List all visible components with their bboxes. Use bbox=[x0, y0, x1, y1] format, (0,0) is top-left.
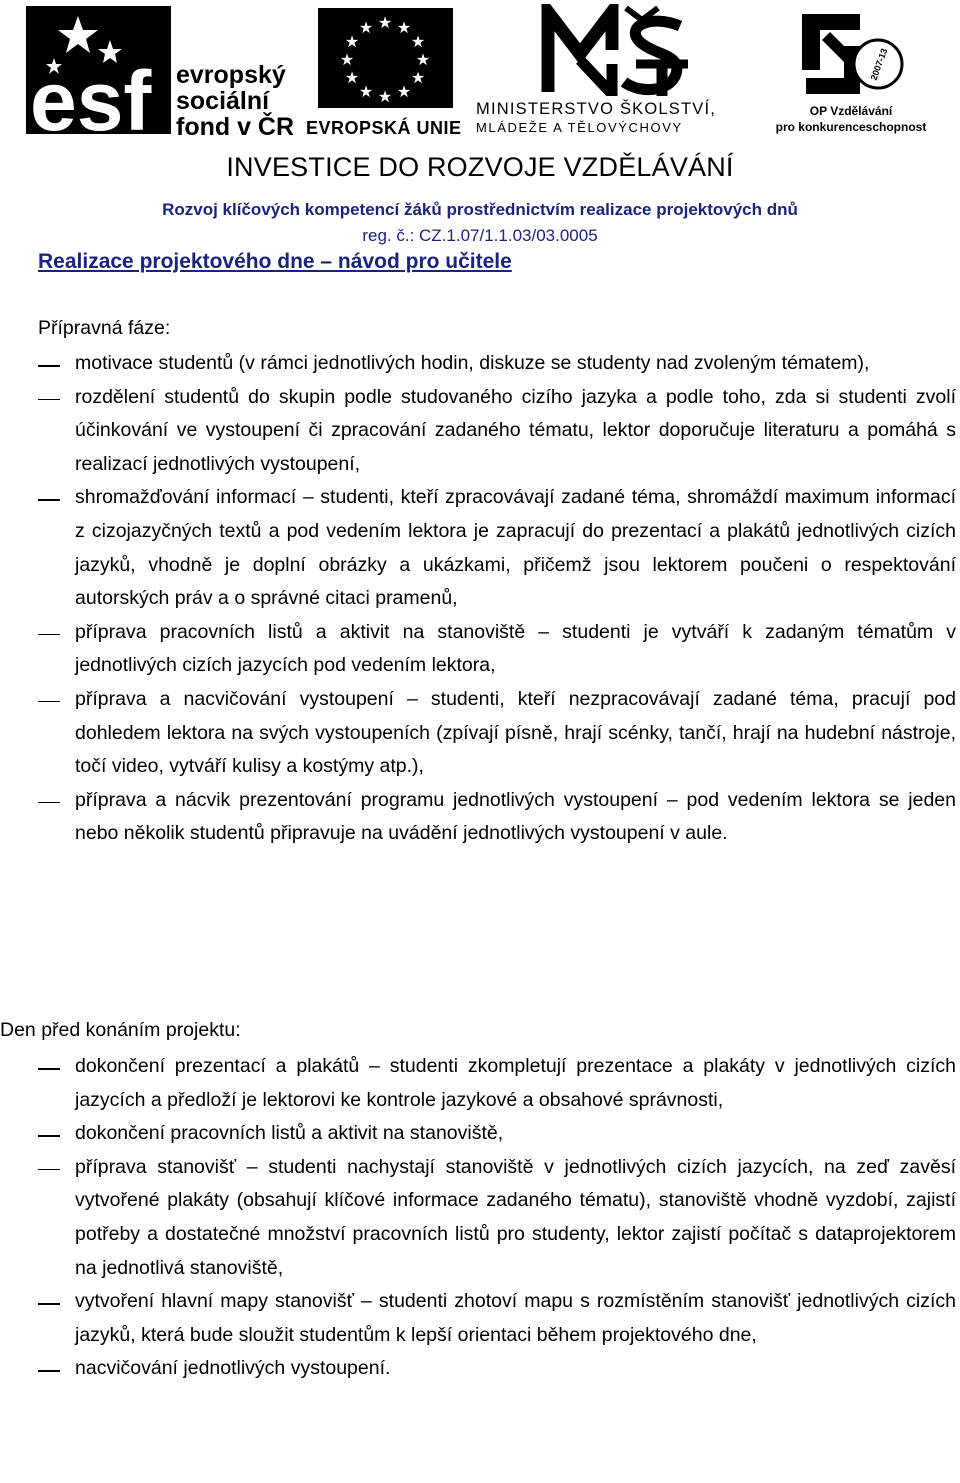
investice-banner: INVESTICE DO ROZVOJE VZDĚLÁVÁNÍ bbox=[226, 152, 734, 182]
list-item bbox=[0, 784, 960, 851]
svg-text:★: ★ bbox=[377, 87, 393, 106]
list-item bbox=[0, 1352, 960, 1386]
svg-text:★: ★ bbox=[377, 13, 393, 32]
list-item-text: příprava stanovišť – studenti nachystají stanoviště v jednotlivých cizích jazycích, na zeď zavěsí vytvořené plakáty (obsahují klíčové informace zadaného tématu), stanoviště vhodně vyzdobí, zajistí potřeby a dostatečné množství pracovních listů pro studenty, lektor zajistí počítač s dataprojektorem na jednotlivá stanoviště, bbox=[75, 1155, 956, 1279]
op-years: 2007-13 bbox=[868, 47, 890, 82]
dash-bullet-icon bbox=[38, 399, 60, 401]
esf-line: sociální bbox=[176, 87, 270, 115]
list-item bbox=[0, 481, 960, 615]
svg-text:★: ★ bbox=[358, 18, 374, 37]
dash-bullet-icon bbox=[38, 701, 60, 703]
list-item-text: motivace studentů (v rámci jednotlivých hodin, diskuze se studenty nad zvoleným tématem), bbox=[75, 352, 870, 374]
list-item-text: shromažďování informací – studenti, kteří zpracovávají zadané téma, shromáždí maximum informací z cizojazyčných textů a pod vedením lektora je zapracují do prezentací a plakátů jednotlivých cizích jazyků, vhodně je doplní obrázky a ukázkami, přičemž jsou lektorem poučeni o respektování autorských práv a o správné citaci pramenů, bbox=[75, 486, 956, 610]
esf-line: evropský bbox=[176, 61, 286, 89]
list-item-text: dokončení prezentací a plakátů – studenti zkompletují prezentace a plakáty v jednotlivých cizích jazycích a předloží je lektorovi ke kontrole jazykové a obsahové správnosti, bbox=[75, 1055, 956, 1111]
list-priprava bbox=[0, 347, 960, 851]
list-item-text: dokončení pracovních listů a aktivit na stanoviště, bbox=[75, 1122, 504, 1145]
esf-logo-mark bbox=[26, 6, 171, 134]
esf-letters: esf bbox=[30, 54, 152, 134]
msmt-mark-icon bbox=[540, 4, 690, 96]
svg-text:★: ★ bbox=[396, 82, 412, 101]
svg-text:★: ★ bbox=[410, 68, 426, 87]
list-item bbox=[0, 347, 960, 381]
list-item-text: příprava pracovních listů a aktivit na stanoviště – studenti je vytváří k zadaným tématům v jednotlivých cizích jazycích pod vedením lektora, bbox=[75, 620, 956, 677]
registration-number: reg. č.: CZ.1.07/1.1.03/03.0005 bbox=[362, 226, 598, 245]
esf-text bbox=[176, 62, 294, 140]
list-item bbox=[0, 616, 960, 683]
list-item bbox=[0, 1117, 960, 1151]
list-item-text: rozdělení studentů do skupin podle studovaného cizího jazyka a podle toho, zda si studenti zvolí účinkování ve vystoupení či zpracování zadaného tématu, lektor doporučuje literaturu a pomáhá s realizací jednotlivých vystoupení, bbox=[75, 385, 956, 475]
logo-bar bbox=[0, 0, 960, 150]
op-logo bbox=[756, 6, 946, 136]
list-item-text: příprava a nácvik prezentování programu jednotlivých vystoupení – pod vedením lektora se jeden nebo několik studentů připravuje na uvádění jednotlivých vystoupení v aule. bbox=[75, 788, 956, 845]
list-item-text: nacvičování jednotlivých vystoupení. bbox=[75, 1357, 391, 1380]
eu-logo bbox=[306, 8, 466, 138]
eu-flag-icon bbox=[318, 8, 453, 108]
dash-bullet-icon bbox=[38, 1370, 60, 1372]
list-item bbox=[0, 1050, 960, 1117]
svg-text:★: ★ bbox=[344, 68, 360, 87]
dash-bullet-icon bbox=[38, 499, 60, 501]
dash-bullet-icon bbox=[38, 1068, 60, 1070]
op-line2: pro konkurenceschopnost bbox=[775, 120, 927, 134]
dash-bullet-icon bbox=[38, 802, 60, 804]
section-label-den-pred: Den před konáním projektu: bbox=[0, 1019, 241, 1041]
section-label-priprava: Přípravná fáze: bbox=[38, 317, 171, 339]
dash-bullet-icon bbox=[38, 634, 60, 636]
dash-bullet-icon bbox=[38, 365, 60, 367]
msmt-line1: MINISTERSTVO ŠKOLSTVÍ, bbox=[476, 100, 717, 118]
list-item bbox=[0, 1151, 960, 1285]
esf-logo bbox=[26, 6, 296, 141]
svg-text:★: ★ bbox=[344, 32, 360, 51]
esf-line: fond v ČR bbox=[176, 113, 295, 141]
list-item-text: příprava a nacvičování vystoupení – studenti, kteří nezpracovávají zadané téma, pracují pod dohledem lektora na svých vystoupeních (zpívají písně, hrají scénky, tančí, hrají na hudební nástroje, točí video, vytváří kulisy a kostýmy atp.), bbox=[75, 687, 956, 778]
list-den-pred bbox=[0, 1050, 960, 1386]
msmt-logo bbox=[476, 4, 756, 134]
list-item bbox=[0, 683, 960, 784]
dash-bullet-icon bbox=[38, 1169, 60, 1171]
svg-text:★: ★ bbox=[415, 50, 431, 69]
dash-bullet-icon bbox=[38, 1135, 60, 1137]
svg-text:★: ★ bbox=[410, 32, 426, 51]
svg-text:★: ★ bbox=[358, 82, 374, 101]
op-line1: OP Vzdělávání bbox=[809, 104, 893, 118]
eu-label: EVROPSKÁ UNIE bbox=[306, 118, 462, 138]
project-name: Rozvoj klíčových kompetencí žáků prostřednictvím realizace projektových dnů bbox=[162, 200, 798, 219]
document-title: Realizace projektového dne – návod pro učitele bbox=[38, 250, 512, 273]
svg-text:★: ★ bbox=[339, 50, 355, 69]
dash-bullet-icon bbox=[38, 1303, 60, 1305]
msmt-line2: MLÁDEŽE A TĚLOVÝCHOVY bbox=[476, 120, 683, 135]
list-item bbox=[0, 1285, 960, 1352]
op-mark-icon bbox=[796, 6, 906, 98]
svg-text:★: ★ bbox=[396, 18, 412, 37]
list-item-text: vytvoření hlavní mapy stanovišť – studenti zhotoví mapu s rozmístěním stanovišť jednotlivých cizích jazyků, která bude sloužit studentům k lepší orientaci během projektového dne, bbox=[75, 1290, 956, 1346]
list-item bbox=[0, 381, 960, 482]
